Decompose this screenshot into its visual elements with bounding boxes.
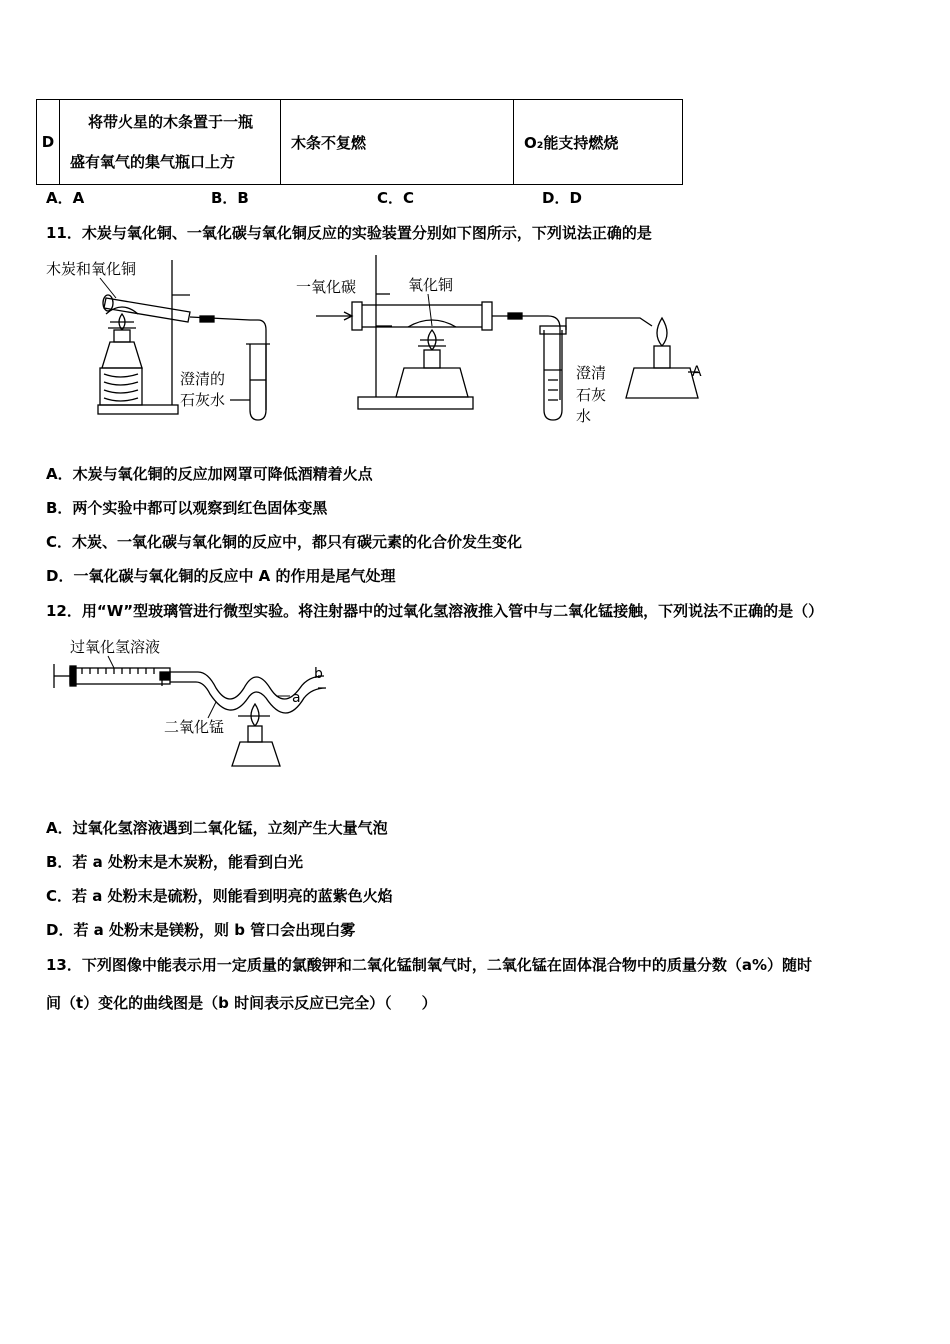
operation-cell [60,100,281,185]
stand-base-1 [98,405,178,414]
q13-stem-line2: 间（t）变化的曲线图是（b 时间表示反应已完全）（ ） [46,994,437,1012]
fig-label-mno2: 二氧化锰 [164,718,225,736]
q11-option-a[interactable]: A．木炭与氧化铜的反应加网罩可降低酒精着火点 [46,465,373,483]
q12-option-d[interactable]: D．若 a 处粉末是镁粉，则 b 管口会出现白雾 [46,921,356,939]
fig-label-charcoal-cuo: 木炭和氧化铜 [46,260,137,278]
fig-label-limewater-2a: 澄清 [576,364,607,382]
fig-label-a: a [292,690,301,706]
operation-line1: 将带火星的木条置于一瓶 [88,113,254,131]
q12-stem: 12．用“W”型玻璃管进行微型实验。将注射器中的过氧化氢溶液推入管中与二氧化锰接触，下列说法不正确的是（） [46,602,824,620]
q11-apparatus-figure [40,250,720,430]
choice-a[interactable]: A．A [46,189,85,207]
row-label: D [37,100,60,185]
q11-option-c[interactable]: C．木炭、一氧化碳与氧化铜的反应中，都只有碳元素的化合价发生变化 [46,533,523,551]
fig-label-limewater-2b: 石灰 [576,386,607,404]
fig-label-cuo: 氧化铜 [408,276,454,294]
choice-d[interactable]: D．D [542,189,582,207]
answer-table [36,99,683,185]
q11-option-b[interactable]: B．两个实验中都可以观察到红色固体变黑 [46,499,328,517]
q12-option-c[interactable]: C．若 a 处粉末是硫粉，则能看到明亮的蓝紫色火焰 [46,887,393,905]
fig-label-h2o2: 过氧化氢溶液 [70,638,161,656]
fig-label-limewater-2c: 水 [576,407,592,425]
fig-label-burner-a: A [692,364,702,380]
choice-c[interactable]: C．C [377,189,415,207]
choice-b[interactable]: B．B [211,189,249,207]
q12-w-tube-figure [48,632,338,777]
fig-label-limewater-1b: 石灰水 [180,391,226,409]
conclusion-cell: O₂能支持燃烧 [514,100,683,185]
stand-base-2 [358,397,473,409]
fig-label-b: b [314,666,323,682]
q11-stem: 11．木炭与氧化铜、一氧化碳与氧化铜反应的实验装置分别如下图所示，下列说法正确的是 [46,224,652,242]
q12-option-b[interactable]: B．若 a 处粉末是木炭粉，能看到白光 [46,853,304,871]
q12-option-a[interactable]: A．过氧化氢溶液遇到二氧化锰，立刻产生大量气泡 [46,819,388,837]
fig-label-co: 一氧化碳 [296,278,357,296]
q13-stem-line1: 13．下列图像中能表示用一定质量的氯酸钾和二氧化锰制氧气时，二氧化锰在固体混合物中的质量分数（a%）随时 [46,956,813,974]
operation-line2: 盛有氧气的集气瓶口上方 [70,153,236,171]
fig-label-limewater-1a: 澄清的 [180,370,226,388]
table-row [37,100,683,185]
phenomenon-cell: 木条不复燃 [281,100,514,185]
q11-option-d[interactable]: D．一氧化碳与氧化铜的反应中 A 的作用是尾气处理 [46,567,396,585]
